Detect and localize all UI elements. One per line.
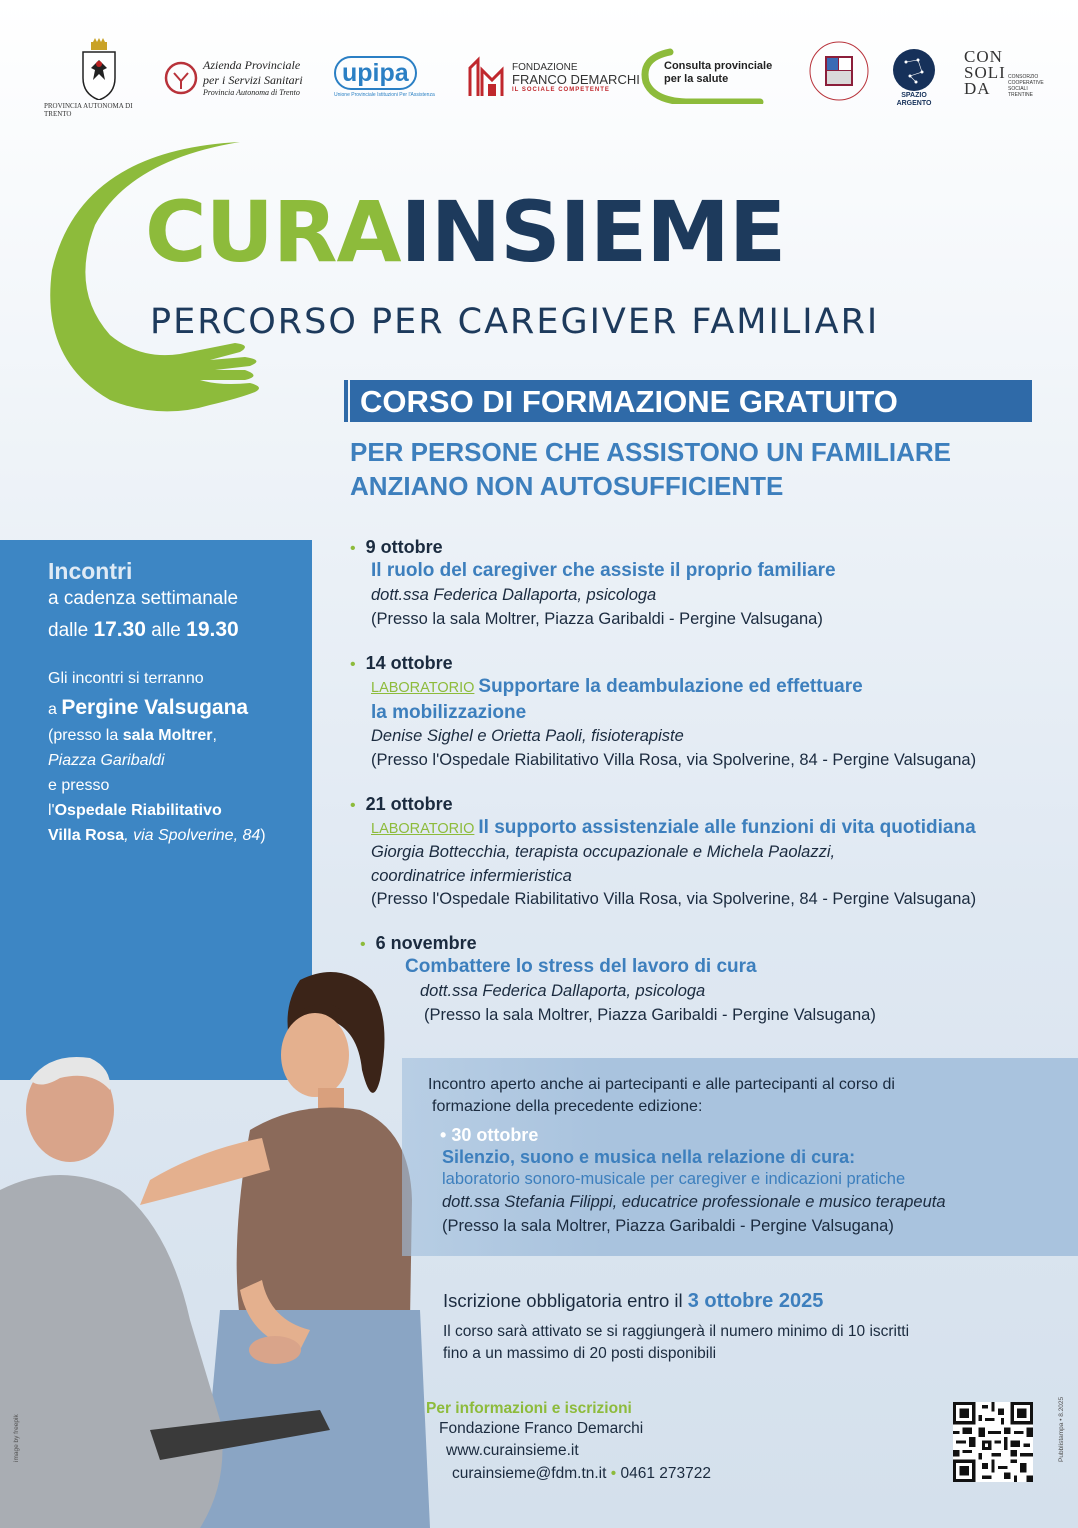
lab-tag: LABORATORIO (371, 821, 475, 837)
apss-line1: Azienda Provinciale (203, 58, 301, 72)
target-line1: PER PERSONE CHE ASSISTONO UN FAMILIARE (350, 437, 951, 467)
note-line1: Il corso sarà attivato se si raggiungerà il numero minimo di 10 iscritti (443, 1323, 910, 1340)
open-topic: Silenzio, suono e musica nella relazione di cura: (442, 1146, 856, 1167)
open-date (428, 1125, 1078, 1146)
spazio-line2: ARGENTO (896, 99, 932, 107)
e-presso: e presso (48, 776, 110, 794)
meetings-title: Incontri (48, 558, 133, 584)
location-venue-1 (48, 724, 312, 749)
from-time: 17.30 (93, 617, 146, 641)
consolida-logo (964, 48, 1042, 98)
l-apos: l' (48, 801, 55, 819)
villa-name: Villa Rosa (48, 826, 125, 844)
session-date: 21 ottobre (365, 794, 453, 814)
to-word: alle (151, 619, 181, 641)
apss-logo (164, 58, 303, 97)
location-venue-3 (48, 824, 312, 849)
session-topic: Combattere lo stress del lavoro di cura (405, 956, 757, 977)
provincia-name: PROVINCIA AUTONOMA DI TRENTO (44, 102, 133, 119)
session-date: 6 novembre (375, 933, 477, 953)
registration-text: Iscrizione obbligatoria entro il (443, 1290, 683, 1311)
session-place: (Presso la sala Moltrer, Piazza Garibaldi - Pergine Valsugana) (371, 609, 823, 628)
upipa-logo (334, 56, 435, 98)
consulta-logo (640, 48, 775, 104)
info-org: Fondazione Franco Demarchi (439, 1420, 644, 1437)
meetings-time (48, 614, 312, 646)
upipa-sub: Unione Provinciale Istituzioni Per l'Assistenza (334, 92, 435, 98)
spazio-line1: SPAZIO (901, 92, 927, 99)
location-intro: Gli incontri si terranno (48, 670, 204, 687)
provincia-crest-icon (79, 38, 119, 100)
topic-line1: Il supporto assistenziale alle funzioni di vita quotidiana (478, 817, 976, 838)
session-topic (350, 674, 976, 700)
open-topic-2: laboratorio sonoro-musicale per caregiver e indicazioni pratiche (442, 1170, 906, 1189)
comunita-logo (808, 40, 870, 102)
bullet-icon: • (350, 656, 356, 673)
main-title (145, 183, 786, 281)
session-topic: Il ruolo del caregiver che assiste il proprio familiare (371, 560, 836, 581)
from-word: dalle (48, 619, 89, 641)
subtitle: PERCORSO PER CAREGIVER FAMILIARI (150, 302, 880, 342)
bullet-icon: • (350, 797, 356, 814)
session-place: (Presso l'Ospedale Riabilitativo Villa Rosa, via Spolverine, 84 - Pergine Valsugana) (371, 890, 977, 909)
apss-line2: per i Servizi Sanitari (203, 73, 303, 87)
consulta-line1: Consulta provinciale (664, 59, 773, 72)
qr-code[interactable] (953, 1402, 1033, 1482)
fdm-logo (466, 56, 640, 100)
via-address: , via Spolverine, 84 (124, 826, 261, 844)
image-credit: image by freepik (13, 1414, 20, 1462)
session-topic-line2: la mobilizzazione (371, 701, 527, 723)
bullet-icon: • (440, 1124, 452, 1145)
session-speaker-line2: coordinatrice infermieristica (371, 866, 572, 885)
fdm-line2: FRANCO DEMARCHI (512, 72, 640, 88)
session-date: 9 ottobre (365, 537, 443, 557)
location-town (48, 692, 312, 725)
to-time: 19.30 (186, 617, 239, 641)
info-website-link[interactable]: www.curainsieme.it (446, 1442, 579, 1460)
open-speaker: dott.ssa Stefania Filippi, educatrice professionale e musico terapeuta (442, 1192, 946, 1211)
session-3 (350, 794, 976, 912)
consolida-wordmark: CONSOLIDA (964, 46, 1006, 99)
spazio-argento-icon (892, 48, 936, 92)
presso-text: (presso la (48, 727, 119, 745)
contact-info (426, 1400, 711, 1485)
print-credit: Pubblistampa • 8.2025 (1058, 1396, 1065, 1462)
consulta-line2: per la salute (664, 73, 729, 85)
bullet-icon: • (350, 540, 356, 557)
session-place: (Presso l'Ospedale Riabilitativo Villa Rosa, via Spolverine, 84 - Pergine Valsugana) (371, 751, 977, 770)
consolida-sub: CONSORZIO COOPERATIVE SOCIALI TRENTINE (1008, 74, 1044, 98)
comunita-seal-icon (808, 40, 870, 102)
session-topic (350, 815, 976, 841)
registration-note (443, 1321, 909, 1364)
session-speaker: Denise Sighel e Orietta Paoli, fisioterapiste (371, 727, 684, 746)
session-speaker: Giorgia Bottecchia, terapista occupazionale e Michela Paolazzi, (371, 842, 836, 861)
piazza-name: Piazza Garibaldi (48, 752, 165, 770)
target-audience (350, 436, 1050, 504)
registration-deadline (443, 1290, 909, 1313)
caregiver-photo (0, 960, 470, 1528)
title-insieme: INSIEME (400, 183, 786, 281)
topic-line1: Supportare la deambulazione ed effettuare (478, 676, 863, 697)
apss-emblem-icon (164, 61, 198, 95)
a-word: a (48, 700, 57, 718)
target-line2: ANZIANO NON AUTOSUFFICIENTE (350, 470, 784, 501)
open-date-text: 30 ottobre (451, 1124, 539, 1145)
qr-code-icon (953, 1402, 1033, 1482)
session-speaker: dott.ssa Federica Dallaporta, psicologa (420, 981, 706, 1000)
lab-tag: LABORATORIO (371, 680, 475, 696)
note-line2: fino a un massimo di 20 posti disponibili (443, 1344, 717, 1362)
fdm-line1: FONDAZIONE (512, 61, 578, 73)
partner-logos (40, 38, 1044, 119)
caregiver-illustration (0, 960, 470, 1528)
fdm-emblem-icon (466, 56, 508, 100)
open-intro-2: formazione della precedente edizione: (432, 1098, 703, 1116)
upipa-wordmark: upipa (334, 56, 417, 90)
session-date: 14 ottobre (365, 653, 453, 673)
location-venue-2 (48, 799, 312, 824)
deadline-date: 3 ottobre 2025 (687, 1290, 824, 1312)
sala-name: sala Moltrer (122, 727, 213, 745)
session-2 (350, 653, 976, 773)
session-1 (350, 537, 836, 631)
info-phone: 0461 273722 (620, 1464, 712, 1482)
fdm-line3: IL SOCIALE COMPETENTE (512, 86, 610, 93)
close-paren: ) (260, 826, 266, 844)
session-4 (360, 933, 876, 1027)
ospedale-name: Ospedale Riabilitativo (54, 801, 222, 819)
open-place: (Presso la sala Moltrer, Piazza Garibaldi - Pergine Valsugana) (442, 1216, 894, 1235)
info-email-link[interactable]: curainsieme@fdm.tn.it (452, 1464, 607, 1482)
town-name: Pergine Valsugana (61, 695, 249, 719)
session-speaker: dott.ssa Federica Dallaporta, psicologa (371, 585, 657, 604)
free-course-badge: CORSO DI FORMAZIONE GRATUITO (350, 380, 1032, 422)
session-place: (Presso la sala Moltrer, Piazza Garibaldi - Pergine Valsugana) (424, 1005, 876, 1024)
separator-dot: • (610, 1464, 617, 1482)
open-meeting-panel (402, 1058, 1078, 1256)
registration-section (443, 1290, 909, 1364)
info-contacts (426, 1463, 711, 1485)
open-intro-1: Incontro aperto anche ai partecipanti e alle partecipanti al corso di (428, 1076, 895, 1093)
meetings-frequency: a cadenza settimanale (48, 588, 239, 609)
provincia-logo (44, 38, 154, 118)
bullet-icon: • (360, 936, 366, 953)
apss-line3: Provincia Autonoma di Trento (203, 88, 300, 97)
spazio-argento-logo (892, 48, 936, 107)
info-title: Per informazioni e iscrizioni (426, 1400, 632, 1417)
title-cura: CURA (145, 183, 401, 281)
comma: , (212, 727, 217, 745)
